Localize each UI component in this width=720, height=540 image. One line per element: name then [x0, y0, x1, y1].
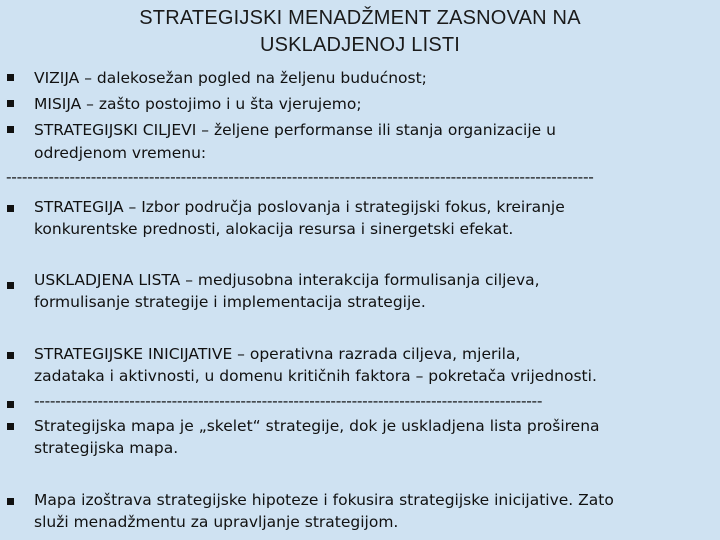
slide-title-line-1: STRATEGIJSKI MENADŽMENT ZASNOVAN NA: [139, 7, 581, 29]
slide-title-line-2: USKLADJENOJ LISTI: [259, 34, 461, 56]
list-item-strategija: STRATEGIJA – Izbor područja poslovanja i strategijski fokus, kreiranje: [34, 198, 565, 216]
list-item-strategijska-mapa-cont: strategijska mapa.: [34, 439, 179, 457]
list-item-strategijska-mapa: Strategijska mapa je „skelet“ strategije, dok je uskladjena lista proširena: [34, 417, 600, 435]
list-item-strategija-cont: konkurentske prednosti, alokacija resursa i sinergetski efekat.: [34, 220, 514, 238]
list-item-strategijski-ciljevi: STRATEGIJSKI CILJEVI – željene performanse ili stanja organizacije u: [34, 121, 556, 139]
list-item-uskladjena-lista-cont: formulisanje strategije i implementacija strategije.: [34, 293, 426, 311]
bullet-icon: [7, 74, 14, 81]
list-item-dashed-line: ------------------------------------------------------------------------------------------------: [34, 392, 543, 410]
list-item-vizija: VIZIJA – dalekosežan pogled na željenu budućnost;: [34, 69, 427, 87]
bullet-icon: [7, 205, 14, 212]
list-item-mapa-izostrava: Mapa izoštrava strategijske hipoteze i fokusira strategijske inicijative. Zato: [34, 491, 614, 509]
list-item-mapa-izostrava-cont: služi menadžmentu za upravljanje strategijom.: [34, 513, 399, 531]
bullet-icon: [7, 100, 14, 107]
slide-title: [0, 5, 720, 59]
list-item-strategijski-ciljevi-cont: odredjenom vremenu:: [34, 144, 207, 162]
bullet-icon: [7, 423, 14, 430]
list-item-uskladjena-lista: USKLADJENA LISTA – medjusobna interakcija formulisanja ciljeva,: [34, 271, 540, 289]
dashed-separator: ---------------------------------------------------------------------------------------------------------------: [6, 168, 594, 186]
list-item-strategijske-inicijative: STRATEGIJSKE INICIJATIVE – operativna razrada ciljeva, mjerila,: [34, 345, 521, 363]
bullet-icon: [7, 126, 14, 133]
list-item-strategijske-inicijative-cont: zadataka i aktivnosti, u domenu kritičnih faktora – pokretača vrijednosti.: [34, 367, 597, 385]
list-item-misija: MISIJA – zašto postojimo i u šta vjerujemo;: [34, 95, 362, 113]
bullet-icon: [7, 401, 14, 408]
bullet-icon: [7, 282, 14, 289]
bullet-icon: [7, 498, 14, 505]
bullet-icon: [7, 352, 14, 359]
